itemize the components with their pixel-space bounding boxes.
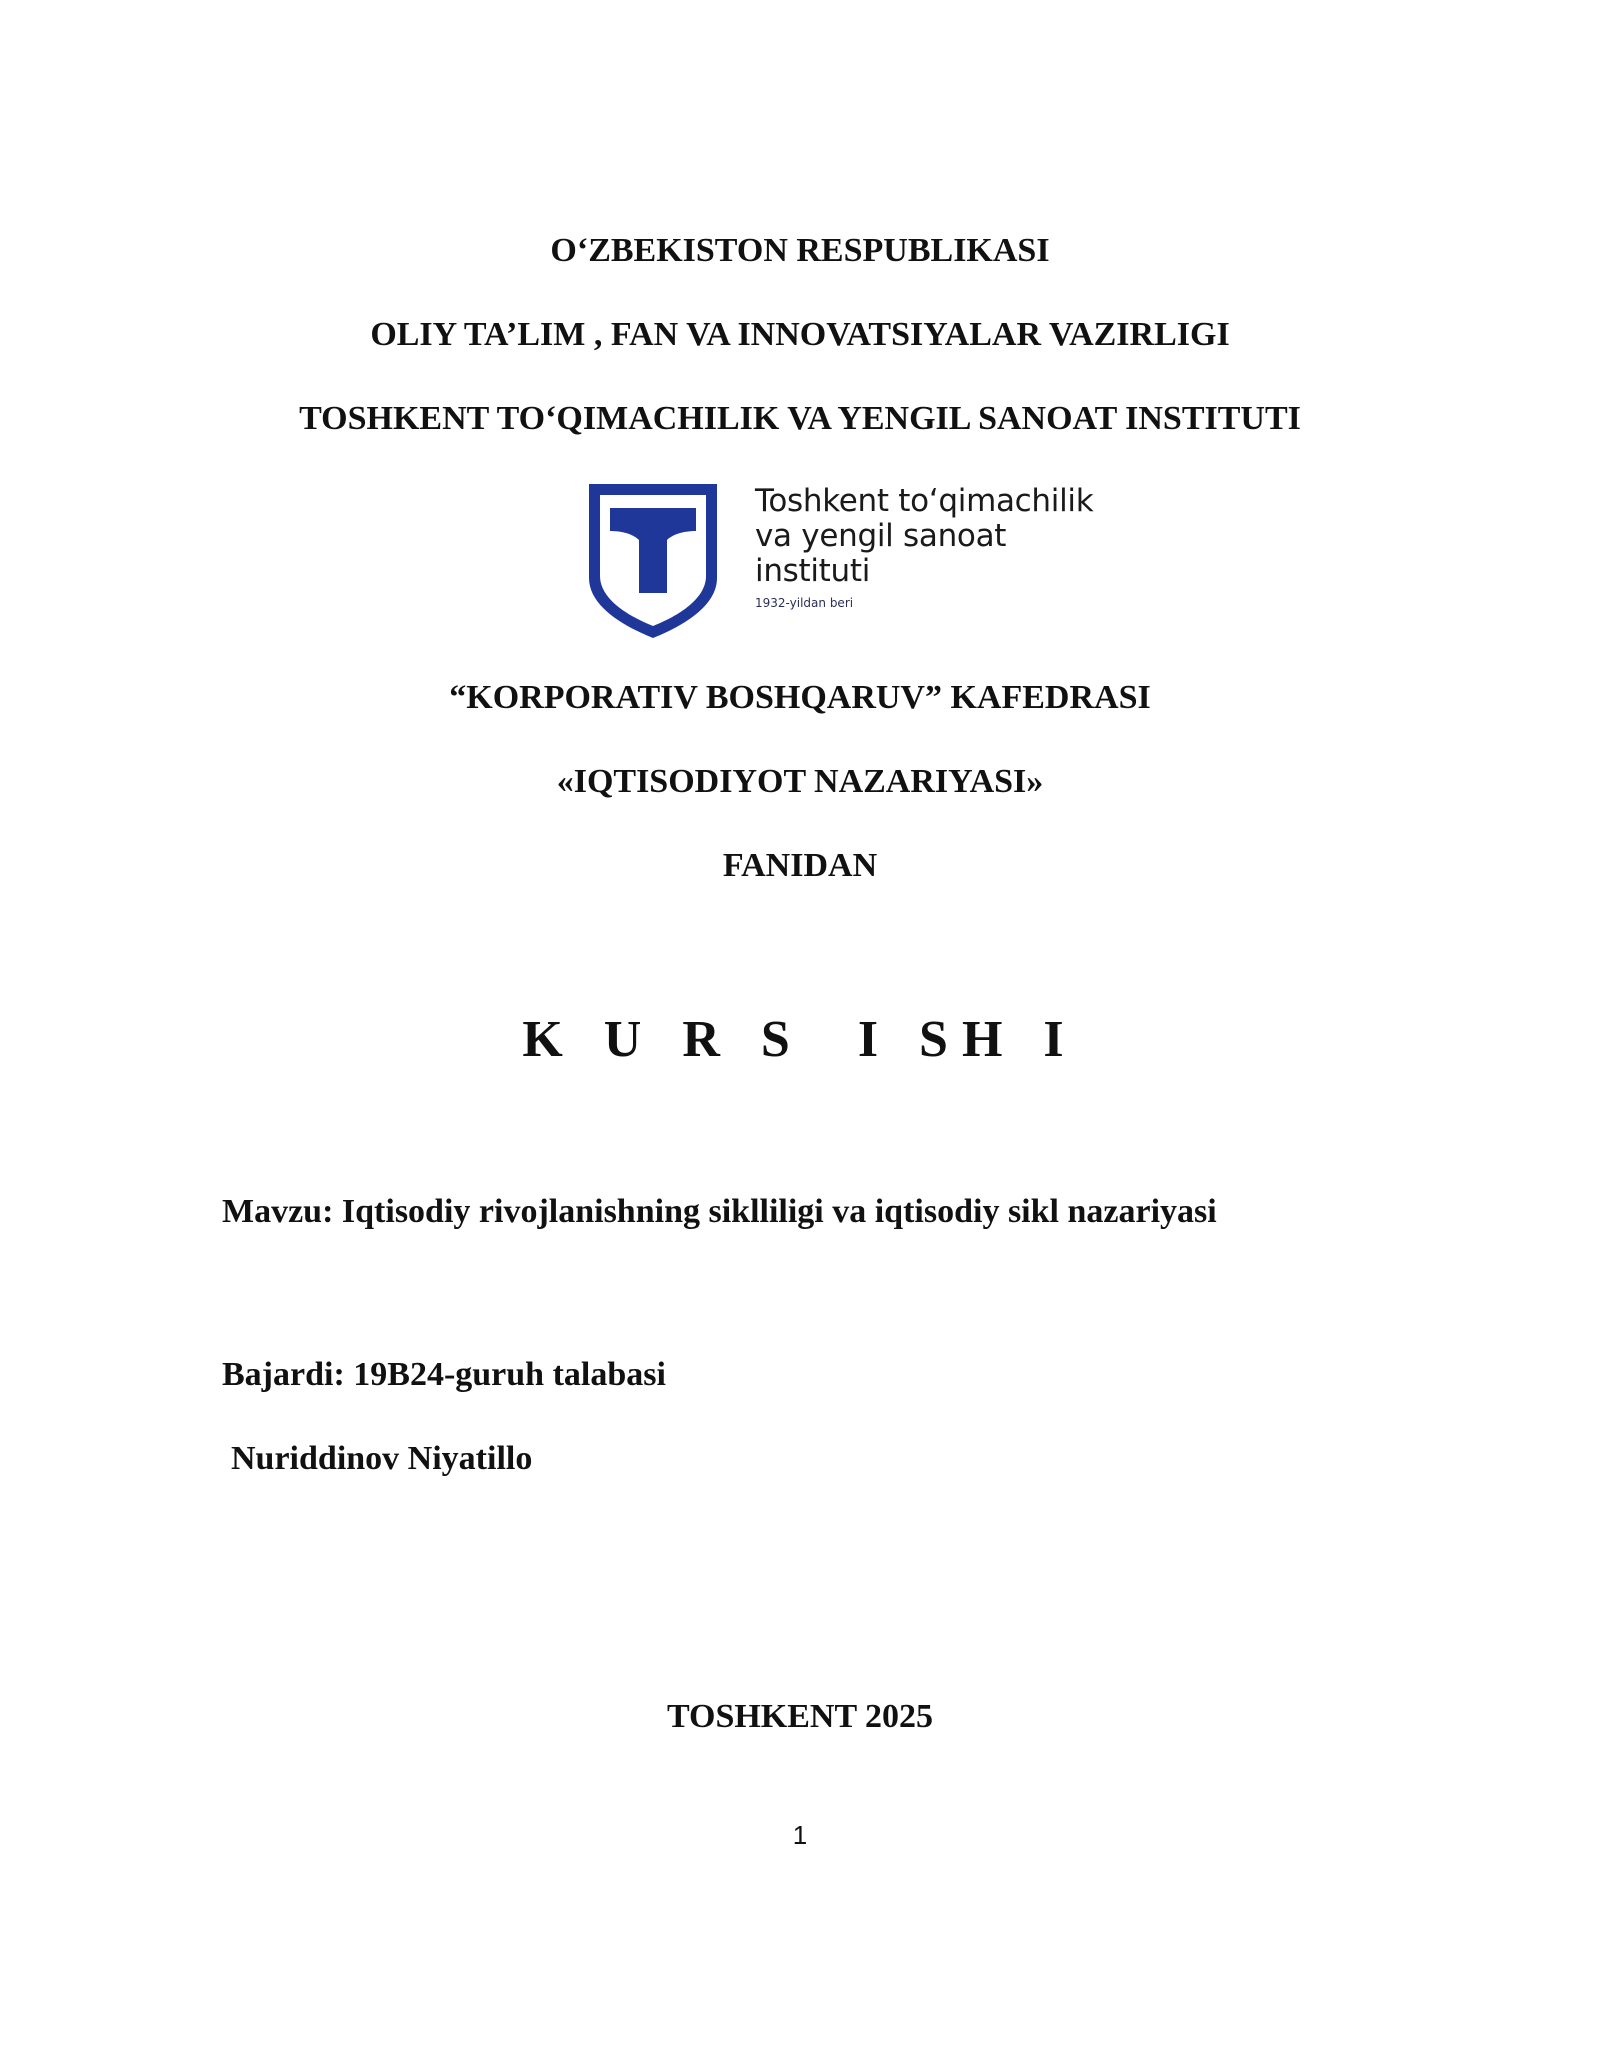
topic-line: Mavzu: Iqtisodiy rivojlanishning siklliligi va iqtisodiy sikl nazariyasi — [222, 1193, 1217, 1230]
city-year: TOSHKENT 2025 — [666, 1698, 934, 1735]
work-type-title: K U R S I SH I — [522, 1011, 1078, 1068]
performed-by-line: Bajardi: 19B24-guruh talabasi — [222, 1356, 666, 1393]
logo-wordmark — [755, 484, 1093, 611]
institute-heading: TOSHKENT TO‘QIMACHILIK VA YENGIL SANOAT INSTITUTI — [299, 400, 1301, 437]
department-heading: “KORPORATIV BOSHQARUV” KAFEDRASI — [449, 679, 1151, 716]
institute-logo — [583, 478, 1143, 643]
republic-heading: O‘ZBEKISTON RESPUBLIKASI — [550, 232, 1050, 269]
logo-line-2: va yengil sanoat — [755, 518, 1007, 554]
logo-line-1: Toshkent to‘qimachilik — [755, 483, 1094, 519]
author-name: Nuriddinov Niyatillo — [231, 1440, 533, 1477]
subject-heading: «IQTISODIYOT NAZARIYASI» — [556, 763, 1044, 800]
logo-line-3: instituti — [755, 553, 871, 589]
page-number: 1 — [792, 1820, 808, 1850]
ministry-heading: OLIY TA’LIM , FAN VA INNOVATSIYALAR VAZIRLIGI — [370, 316, 1230, 353]
logo-since: 1932-yildan beri — [755, 596, 854, 610]
shield-logo-icon — [583, 478, 723, 643]
fanidan-heading: FANIDAN — [722, 847, 878, 884]
